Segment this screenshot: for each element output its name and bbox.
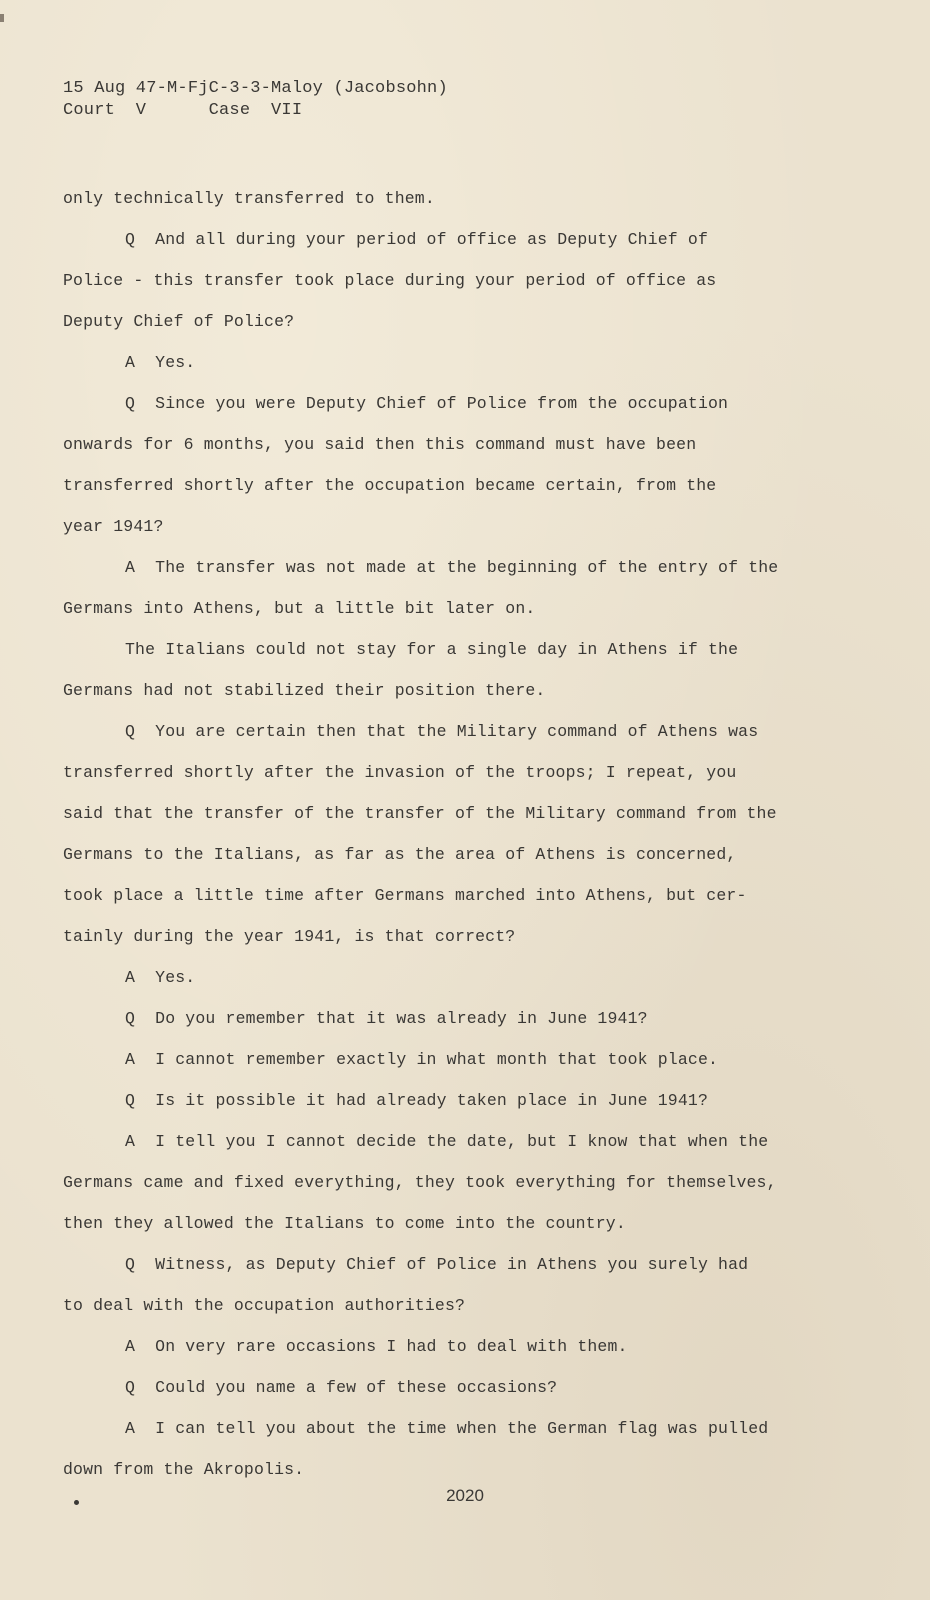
transcript-line: Q Do you remember that it was already in June 1941? (125, 1009, 648, 1028)
page-number: 2020 (446, 1486, 484, 1505)
transcript-line: Germans had not stabilized their position there. (63, 681, 546, 700)
transcript-line: A Yes. (125, 353, 196, 372)
transcript-line: down from the Akropolis. (63, 1460, 305, 1479)
transcript-line: then they allowed the Italians to come into the country. (63, 1214, 626, 1233)
transcript-line: Q Since you were Deputy Chief of Police from the occupation (125, 394, 729, 413)
transcript-line: A I cannot remember exactly in what month that took place. (125, 1050, 719, 1069)
transcript-line: year 1941? (63, 517, 164, 536)
edge-mark (0, 14, 4, 22)
transcript-line: A I can tell you about the time when the German flag was pulled (125, 1419, 769, 1438)
transcript-line: Deputy Chief of Police? (63, 312, 295, 331)
transcript-line: Police - this transfer took place during your period of office as (63, 271, 717, 290)
transcript-body (63, 178, 863, 1490)
transcript-line: Germans to the Italians, as far as the area of Athens is concerned, (63, 845, 737, 864)
transcript-line: Q You are certain then that the Military command of Athens was (125, 722, 759, 741)
transcript-line: onwards for 6 months, you said then this command must have been (63, 435, 697, 454)
transcript-line: Q Could you name a few of these occasions? (125, 1378, 558, 1397)
transcript-line: Q Witness, as Deputy Chief of Police in Athens you surely had (125, 1255, 749, 1274)
transcript-line: only technically transferred to them. (63, 189, 435, 208)
transcript-line: said that the transfer of the transfer of the Military command from the (63, 804, 777, 823)
transcript-line: A On very rare occasions I had to deal with them. (125, 1337, 628, 1356)
transcript-line: A Yes. (125, 968, 196, 987)
header-court-case: Court V Case VII (63, 101, 303, 120)
transcript-line: took place a little time after Germans marched into Athens, but cer- (63, 886, 747, 905)
transcript-line: to deal with the occupation authorities? (63, 1296, 466, 1315)
transcript-line: The Italians could not stay for a single day in Athens if the (125, 640, 739, 659)
transcript-line: transferred shortly after the invasion of the troops; I repeat, you (63, 763, 737, 782)
transcript-line: Germans into Athens, but a little bit later on. (63, 599, 536, 618)
transcript-line: transferred shortly after the occupation became certain, from the (63, 476, 717, 495)
document-header (63, 78, 448, 122)
transcript-line: A The transfer was not made at the beginning of the entry of the (125, 558, 779, 577)
transcript-line: tainly during the year 1941, is that correct? (63, 927, 516, 946)
transcript-line: Germans came and fixed everything, they took everything for themselves, (63, 1173, 777, 1192)
transcript-line: Q Is it possible it had already taken place in June 1941? (125, 1091, 708, 1110)
transcript-line: A I tell you I cannot decide the date, but I know that when the (125, 1132, 769, 1151)
transcript-line: Q And all during your period of office as Deputy Chief of (125, 230, 708, 249)
header-reference: 15 Aug 47-M-FjC-3-3-Maloy (Jacobsohn) (63, 79, 448, 98)
